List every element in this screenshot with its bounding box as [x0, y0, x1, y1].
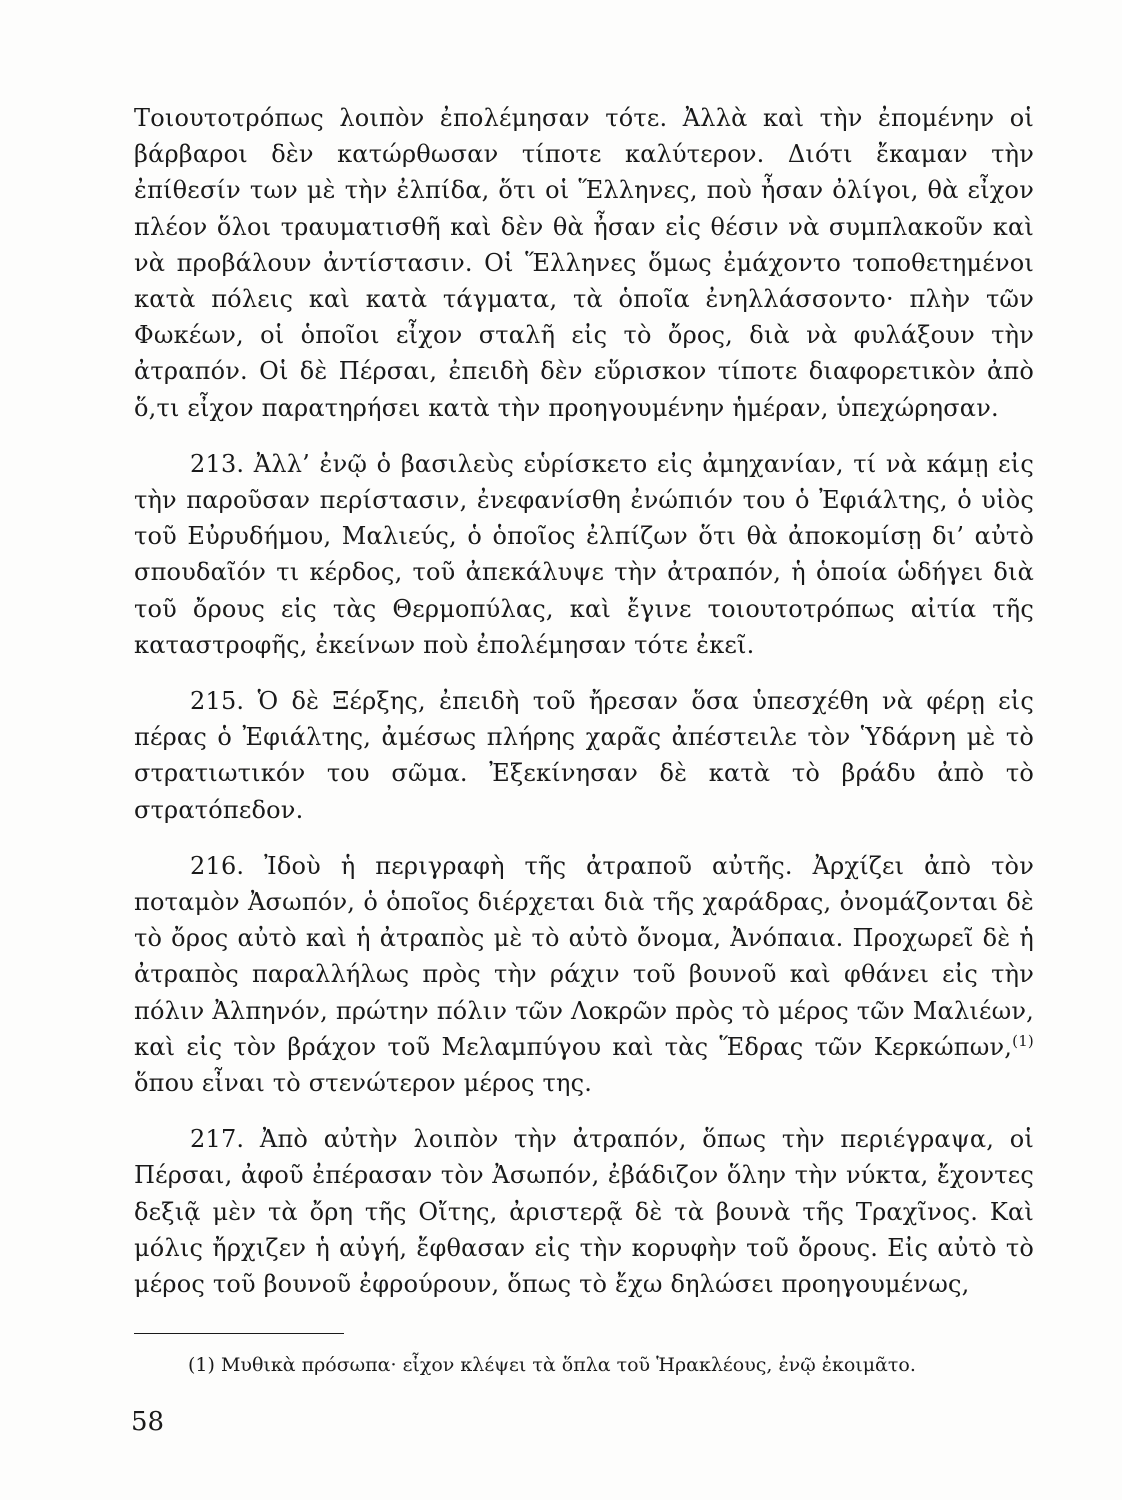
paragraph-217	[134, 1121, 1034, 1302]
footnote	[188, 1352, 1048, 1378]
body-text	[134, 100, 1034, 1302]
paragraph-number: 215.	[190, 687, 245, 716]
paragraph-continuation	[134, 100, 1034, 426]
page-number: 58	[131, 1407, 165, 1437]
paragraph-215	[134, 683, 1034, 828]
paragraph-text: Ἰδοὺ ἡ περιγραφὴ τῆς ἀτραποῦ αὐτῆς. Ἀρχίζει ἀπὸ τὸν ποταμὸν Ἀσωπόν, ὁ ὁποῖος διέρχεται διὰ τῆς χαράδρας, ὀνομάζονται δὲ τὸ ὄρος αὐτὸ καὶ ἡ ἀτραπὸς μὲ τὸ αὐτὸ ὄνομα, Ἀνόπαια. Προχωρεῖ δὲ ἡ ἀτραπὸς παραλλήλως πρὸς τὴν ράχιν τοῦ βουνοῦ καὶ φθάνει εἰς τὴν πόλιν Ἀλπηνόν, πρώτην πόλιν τῶν Λοκρῶν πρὸς τὸ μέρος τῶν Μαλιέων, καὶ εἰς τὸν βράχον τοῦ Μελαμπύγου καὶ τὰς Ἕδρας τῶν Κερκώπων,	[134, 851, 1034, 1061]
paragraph-text: Ἀπὸ αὐτὴν λοιπὸν τὴν ἀτραπόν, ὅπως τὴν περιέγραψα, οἱ Πέρσαι, ἀφοῦ ἐπέρασαν τὸν Ἀσωπόν, ἐβάδιζον ὅλην τὴν νύκτα, ἔχοντες δεξιᾷ μὲν τὰ ὄρη τῆς Οἴτης, ἀριστερᾷ δὲ τὰ βουνὰ τῆς Τραχῖνος. Καὶ μόλις ἤρχιζεν ἡ αὐγή, ἔφθασαν εἰς τὴν κορυφὴν τοῦ ὄρους. Εἰς αὐτὸ τὸ μέρος τοῦ βουνοῦ ἐφρούρουν, ὅπως τὸ ἔχω δηλώσει προηγουμένως,	[134, 1125, 1034, 1299]
footnote-marker: (1)	[188, 1354, 215, 1376]
paragraph-number: 213.	[190, 449, 245, 478]
footnote-divider	[134, 1333, 344, 1334]
paragraph-213	[134, 446, 1034, 663]
paragraph-216	[134, 848, 1034, 1101]
footnote-text: Μυθικὰ πρόσωπα· εἶχον κλέψει τὰ ὅπλα τοῦ Ἡρακλέους, ἐνῷ ἐκοιμᾶτο.	[220, 1354, 916, 1376]
paragraph-text: Τοιουτοτρόπως λοιπὸν ἐπολέμησαν τότε. Ἀλλὰ καὶ τὴν ἐπομένην οἱ βάρβαροι δὲν κατώρθωσαν τίποτε καλύτερον. Διότι ἔκαμαν τὴν ἐπίθεσίν των μὲ τὴν ἐλπίδα, ὅτι οἱ Ἕλληνες, ποὺ ἦσαν ὀλίγοι, θὰ εἶχον πλέον ὅλοι τραυματισθῆ καὶ δὲν θὰ ἦσαν εἰς θέσιν νὰ συμπλακοῦν καὶ νὰ προβάλουν ἀντίστασιν. Οἱ Ἕλληνες ὅμως ἐμάχοντο τοποθετημένοι κατὰ πόλεις καὶ κατὰ τάγματα, τὰ ὁποῖα ἐνηλλάσσοντο· πλὴν τῶν Φωκέων, οἱ ὁποῖοι εἶχον σταλῆ εἰς τὸ ὄρος, διὰ νὰ φυλάξουν τὴν ἀτραπόν. Οἱ δὲ Πέρσαι, ἐπειδὴ δὲν εὕρισκον τίποτε διαφορετικὸν ἀπὸ ὅ,τι εἶχον παρατηρήσει κατὰ τὴν προηγουμένην ἡμέραν, ὑπεχώρησαν.	[134, 104, 1034, 422]
paragraph-text: Ὁ δὲ Ξέρξης, ἐπειδὴ τοῦ ἤρεσαν ὅσα ὑπεσχέθη νὰ φέρῃ εἰς πέρας ὁ Ἐφιάλτης, ἀμέσως πλήρης χαρᾶς ἀπέστειλε τὸν Ὑδάρνη μὲ τὸ στρατιωτικόν του σῶμα. Ἐξεκίνησαν δὲ κατὰ τὸ βράδυ ἀπὸ τὸ στρατόπεδον.	[134, 687, 1034, 824]
paragraph-text-after-note: ὅπου εἶναι τὸ στενώτερον μέρος της.	[134, 1069, 593, 1098]
paragraph-number: 216.	[190, 851, 245, 880]
paragraph-number: 217.	[190, 1125, 245, 1154]
paragraph-text: Ἀλλ’ ἐνῷ ὁ βασιλεὺς εὑρίσκετο εἰς ἀμηχανίαν, τί νὰ κάμῃ εἰς τὴν παροῦσαν περίστασιν, ἐνεφανίσθη ἐνώπιόν του ὁ Ἐφιάλτης, ὁ υἱὸς τοῦ Εὐρυδήμου, Μαλιεύς, ὁ ὁποῖος ἐλπίζων ὅτι θὰ ἀποκομίσῃ δι’ αὐτὸ σπουδαῖόν τι κέρδος, τοῦ ἀπεκάλυψε τὴν ἀτραπόν, ἡ ὁποία ὡδήγει διὰ τοῦ ὄρους εἰς τὰς Θερμοπύλας, καὶ ἔγινε τοιουτοτρόπως αἰτία τῆς καταστροφῆς, ἐκείνων ποὺ ἐπολέμησαν τότε ἐκεῖ.	[134, 449, 1034, 659]
footnote-reference: (1)	[1012, 1031, 1034, 1050]
